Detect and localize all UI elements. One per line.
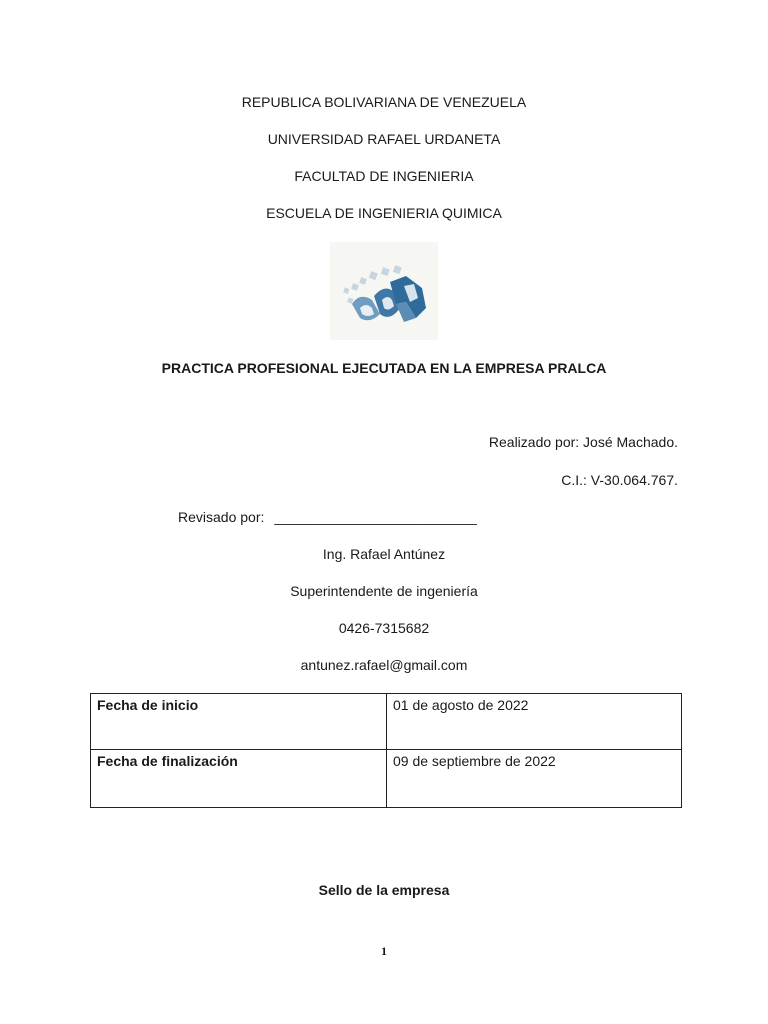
start-date-label: Fecha de inicio — [91, 694, 387, 750]
university-logo-icon — [330, 242, 438, 340]
header-school: ESCUELA DE INGENIERIA QUIMICA — [266, 205, 502, 221]
start-date-value: 01 de agosto de 2022 — [387, 694, 682, 750]
header-faculty: FACULTAD DE INGENIERIA — [294, 168, 474, 184]
reviewer-label: Revisado por: — [178, 509, 265, 525]
header-country: REPUBLICA BOLIVARIANA DE VENEZUELA — [241, 94, 527, 110]
reviewer-position: Superintendente de ingeniería — [290, 583, 478, 599]
reviewer-name: Ing. Rafael Antúnez — [322, 546, 446, 562]
reviewer-signature-line — [178, 508, 477, 526]
company-stamp-label: Sello de la empresa — [318, 882, 450, 898]
end-date-value: 09 de septiembre de 2022 — [387, 750, 682, 808]
reviewer-phone: 0426-7315682 — [338, 620, 430, 636]
table-row — [91, 750, 682, 808]
end-date-label: Fecha de finalización — [91, 750, 387, 808]
header-university: UNIVERSIDAD RAFAEL URDANETA — [267, 131, 501, 147]
table-row — [91, 694, 682, 750]
author-name: Realizado por: José Machado. — [488, 434, 678, 450]
dates-table — [90, 693, 682, 808]
signature-blank: __________________________ — [274, 509, 477, 525]
author-ci: C.I.: V-30.064.767. — [561, 472, 678, 488]
page-number: 1 — [381, 944, 387, 958]
reviewer-email: antunez.rafael@gmail.com — [300, 657, 468, 673]
document-title: PRACTICA PROFESIONAL EJECUTADA EN LA EMPRESA PRALCA — [161, 360, 607, 376]
